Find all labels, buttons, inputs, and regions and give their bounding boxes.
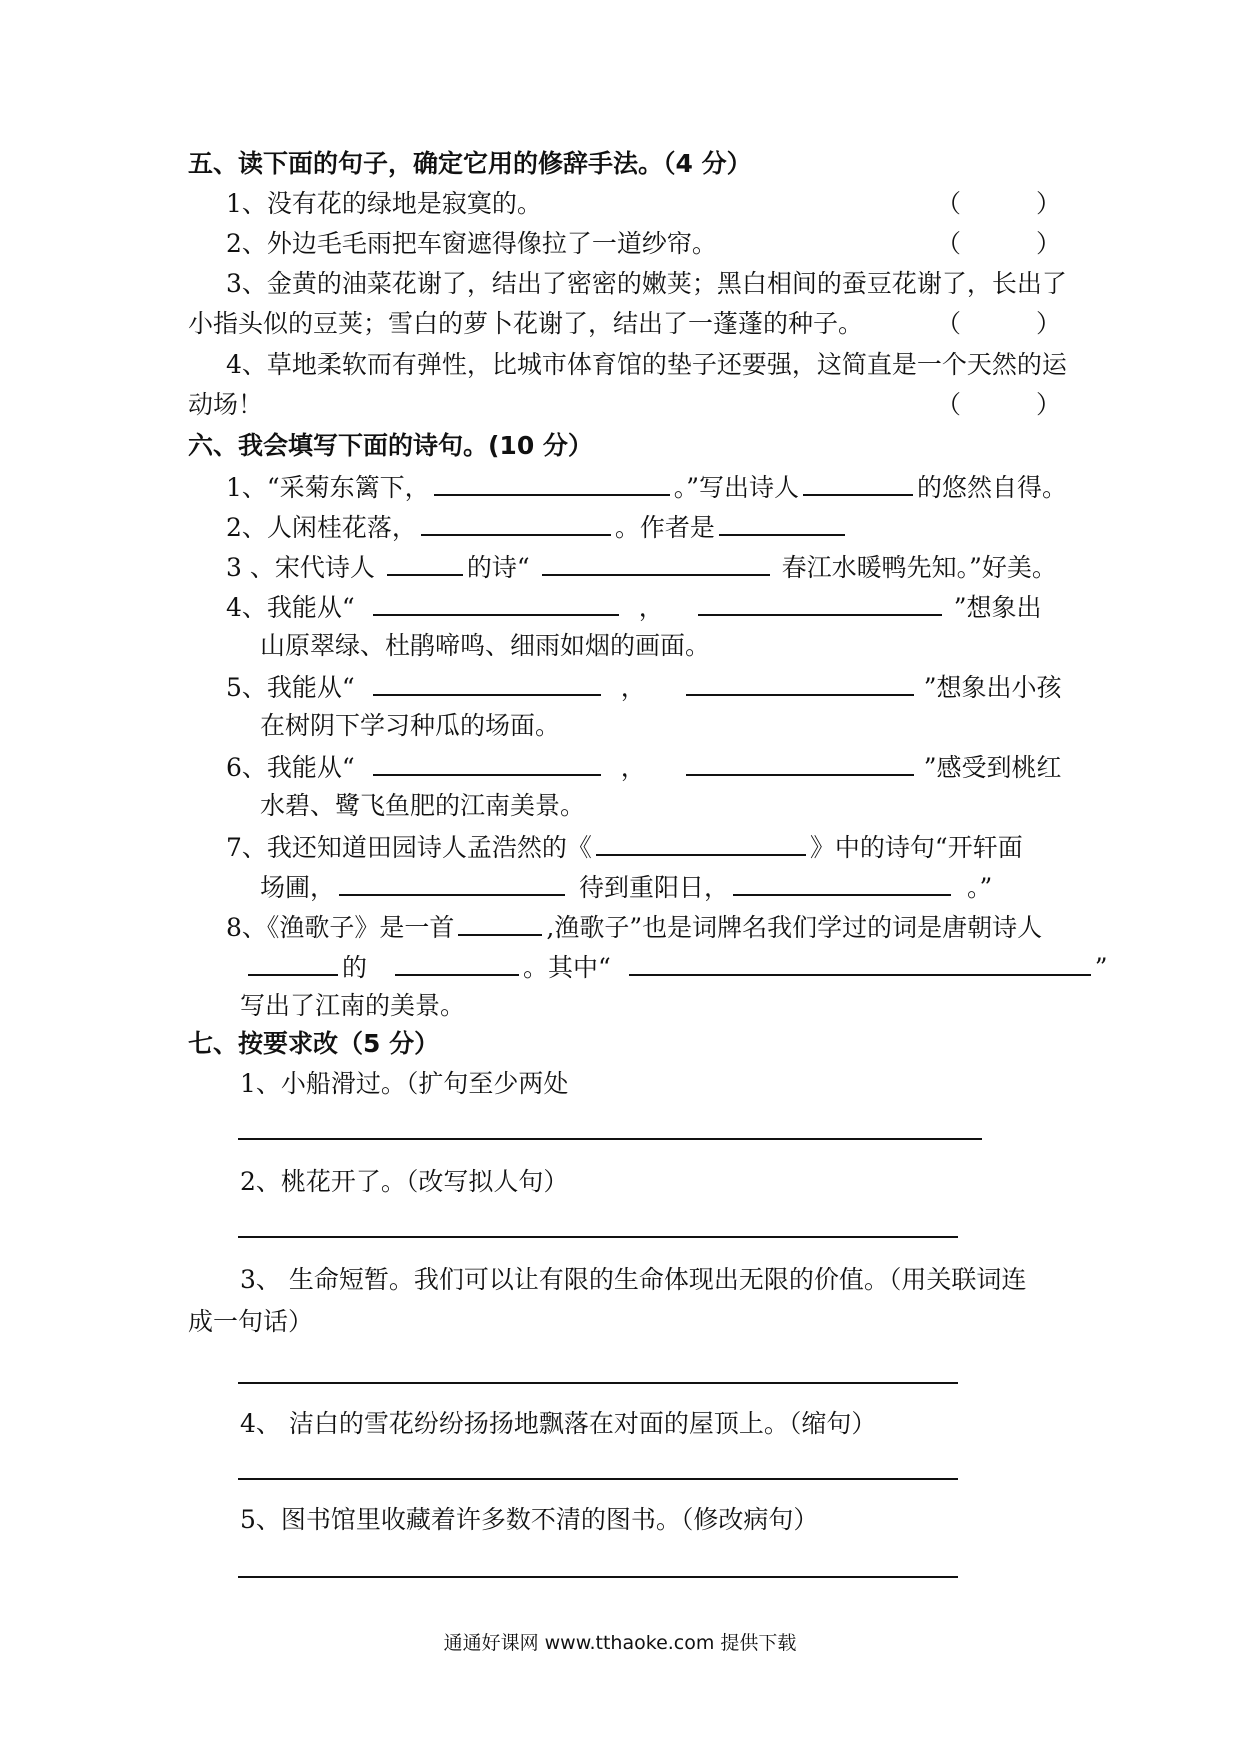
s6-q4-text-b: ， [638, 593, 664, 622]
s7-question-5: 5、图书馆里收藏着许多数不清的图书。（修改病句） [240, 1505, 819, 1534]
footer-credit: 通通好课网 www.tthaoke.com 提供下载 [443, 1632, 797, 1654]
s6-question-5 [226, 670, 1061, 704]
s6-q1-blank-1[interactable] [434, 470, 670, 496]
s6-q2-text-b: 。作者是 [614, 513, 715, 542]
s6-q6-blank-1[interactable] [373, 750, 601, 776]
s6-q5-blank-1[interactable] [373, 670, 601, 696]
s7-q5-answer-line[interactable] [238, 1576, 958, 1578]
s6-q8-text-c: 的 [342, 953, 368, 982]
s7-q4-answer-line[interactable] [238, 1478, 958, 1480]
s5-question-4-line1: 4、草地柔软而有弹性，比城市体育馆的垫子还要强，这简直是一个天然的运 [226, 350, 1067, 379]
s6-q1-text-b: 。”写出诗人 [673, 473, 799, 502]
s6-question-4 [226, 590, 1041, 624]
s6-q5-blank-2[interactable] [686, 670, 914, 696]
s7-question-4: 4、 洁白的雪花纷纷扬扬地飘落在对面的屋顶上。（缩句） [240, 1409, 877, 1438]
s6-question-2 [226, 510, 849, 544]
s6-question-1 [226, 470, 1067, 504]
s6-q2-text-a: 2、人闲桂花落， [226, 513, 417, 542]
s6-question-4-line2: 山原翠绿、杜鹃啼鸣、细雨如烟的画面。 [260, 631, 711, 660]
s6-q1-blank-2[interactable] [803, 470, 913, 496]
s7-question-1: 1、小船滑过。（扩句至少两处 [240, 1069, 569, 1098]
s6-q2-blank-2[interactable] [719, 510, 845, 536]
s5-question-3-line2: 小指头似的豆荚；雪白的萝卜花谢了，结出了一蓬蓬的种子。 [188, 309, 864, 338]
s6-q7-text-c: 场圃， [260, 873, 336, 902]
s6-q2-blank-1[interactable] [421, 510, 611, 536]
s6-question-8 [226, 910, 1042, 944]
s6-q8-blank-2[interactable] [248, 950, 338, 976]
s5-q2-paren-open: （ [936, 229, 962, 258]
s6-q8-text-b: ,渔歌子”也是词牌名我们学过的词是唐朝诗人 [546, 913, 1043, 942]
section6-title: 六、我会填写下面的诗句。(10 分） [188, 431, 593, 460]
s5-question-3-line1: 3、金黄的油菜花谢了，结出了密密的嫩荚；黑白相间的蚕豆花谢了，长出了 [226, 269, 1067, 298]
s5-q4-paren-close: ） [1036, 390, 1062, 419]
s6-q5-text-b: ， [620, 673, 646, 702]
s6-question-8-line3: 写出了江南的美景。 [240, 991, 466, 1020]
s7-question-2: 2、桃花开了。（改写拟人句） [240, 1167, 569, 1196]
s7-q2-answer-line[interactable] [238, 1236, 958, 1238]
s6-q7-blank-1[interactable] [339, 870, 565, 896]
s6-q7-text-d: 待到重阳日， [579, 873, 730, 902]
section7-title: 七、按要求改（5 分） [188, 1029, 440, 1058]
s6-q5-text-a: 5、我能从“ [226, 673, 355, 702]
s6-q3-text-b: 的诗“ [466, 553, 530, 582]
s6-question-6-line2: 水碧、鹭飞鱼肥的江南美景。 [260, 791, 586, 820]
s6-q7-text-b: 》中的诗句“开轩面 [809, 833, 1023, 862]
s6-question-8-line2 [244, 950, 1108, 984]
s6-q6-text-c: ”感受到桃红 [923, 753, 1062, 782]
s6-q3-blank-2[interactable] [542, 550, 770, 576]
s5-q1-paren-open: （ [936, 189, 962, 218]
s5-question-4-line2: 动场！ [188, 390, 264, 419]
s6-q3-text-c: 春江水暖鸭先知。”好美。 [781, 553, 1057, 582]
s6-q7-blank-title[interactable] [596, 830, 806, 856]
s7-q1-answer-line[interactable] [238, 1138, 982, 1140]
s6-q7-blank-2[interactable] [733, 870, 951, 896]
s5-q3-paren-open: （ [936, 309, 962, 338]
s5-question-1: 1、没有花的绿地是寂寞的。 [226, 189, 542, 218]
s6-q3-text-a: 3 、宋代诗人 [226, 553, 375, 582]
s5-q2-paren-close: ） [1036, 229, 1062, 258]
s6-question-6 [226, 750, 1061, 784]
section5-title: 五、读下面的句子，确定它用的修辞手法。（4 分） [188, 149, 752, 178]
s6-q3-blank-1[interactable] [387, 550, 463, 576]
s6-q8-blank-3[interactable] [395, 950, 519, 976]
s6-q1-text-a: 1、“采菊东篱下， [226, 473, 430, 502]
s5-q4-paren-open: （ [936, 390, 962, 419]
s6-question-7-line2 [260, 870, 992, 904]
s6-question-7 [226, 830, 1023, 864]
s6-q8-blank-1[interactable] [458, 910, 542, 936]
s5-q3-paren-close: ） [1036, 309, 1062, 338]
s6-q8-blank-4[interactable] [629, 950, 1091, 976]
s6-q6-blank-2[interactable] [686, 750, 914, 776]
s6-q6-text-a: 6、我能从“ [226, 753, 355, 782]
s6-q8-text-a: 8、《渔歌子》是一首 [226, 913, 455, 942]
s6-q4-blank-1[interactable] [373, 590, 619, 616]
s6-q4-text-a: 4、我能从“ [226, 593, 355, 622]
s5-question-2: 2、外边毛毛雨把车窗遮得像拉了一道纱帘。 [226, 229, 717, 258]
s6-q4-text-c: ”想象出 [953, 593, 1042, 622]
s7-q3-answer-line[interactable] [238, 1382, 958, 1384]
s6-q1-text-c: 的悠然自得。 [916, 473, 1067, 502]
s6-q8-text-d: 。其中“ [523, 953, 611, 982]
s6-q7-text-a: 7、我还知道田园诗人孟浩然的《 [226, 833, 592, 862]
s6-q5-text-c: ”想象出小孩 [923, 673, 1062, 702]
s6-q4-blank-2[interactable] [698, 590, 942, 616]
s6-question-3 [226, 550, 1057, 584]
s6-q8-text-e: ” [1094, 953, 1108, 982]
s7-question-3-line2: 成一句话） [188, 1307, 314, 1336]
s6-question-5-line2: 在树阴下学习种瓜的场面。 [260, 711, 561, 740]
s5-q1-paren-close: ） [1036, 189, 1062, 218]
s6-q6-text-b: ， [620, 753, 646, 782]
s7-question-3-line1: 3、 生命短暂。我们可以让有限的生命体现出无限的价值。（用关联词连 [240, 1265, 1027, 1294]
s6-q7-text-e: 。” [967, 873, 993, 902]
